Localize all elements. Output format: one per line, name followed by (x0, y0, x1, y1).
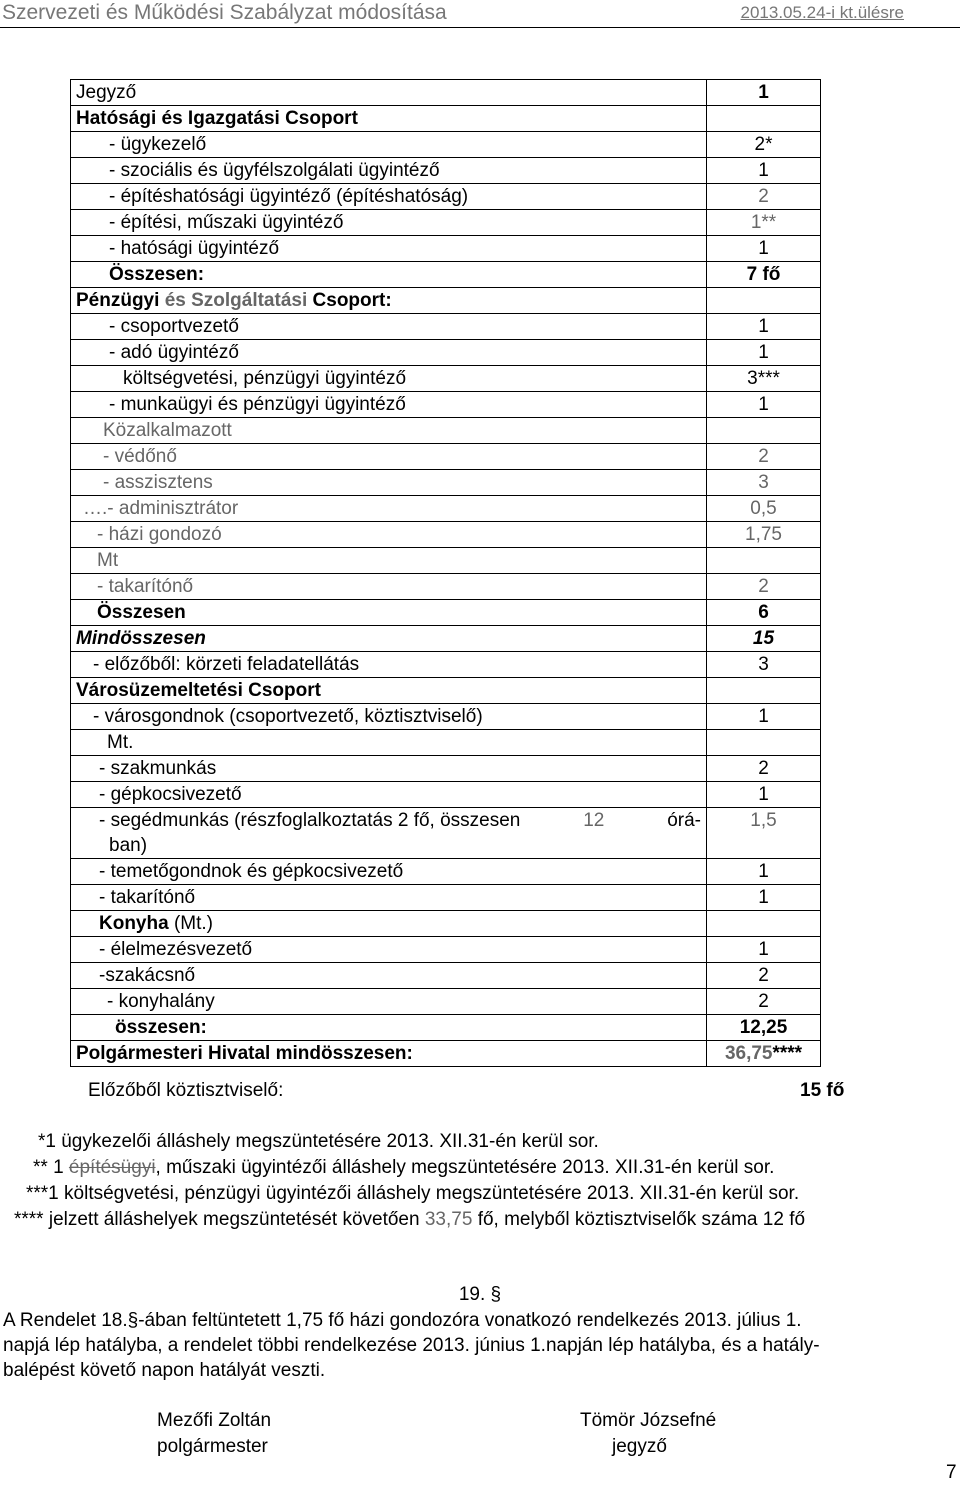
row-label-part: ban) (109, 835, 148, 856)
table-row (71, 626, 821, 652)
row-label: - munkaügyi és pénzügyi ügyintéző (71, 392, 707, 418)
row-label: - asszisztens (71, 470, 707, 496)
row-label: - adó ügyintéző (71, 340, 707, 366)
table-row (71, 782, 821, 808)
row-label-part: (Mt.) (173, 913, 214, 934)
row-value: 12,25 (707, 1015, 821, 1041)
row-value: 1 (707, 782, 821, 808)
table-row (71, 366, 821, 392)
row-value: 1 (707, 236, 821, 262)
row-value: 1,75 (707, 522, 821, 548)
footnote-number: 33,75 (424, 1209, 473, 1230)
footnote-part: fő, melyből köztisztviselők száma 12 fő (477, 1209, 806, 1230)
row-label: - hatósági ügyintéző (71, 236, 707, 262)
row-label: - temetőgondnok és gépkocsivezető (71, 859, 707, 885)
row-value: 1 (707, 704, 821, 730)
row-value: 1 (707, 937, 821, 963)
row-label: összesen: (71, 1015, 707, 1041)
row-value: 2 (707, 444, 821, 470)
row-label (71, 808, 707, 859)
row-label: Mt. (71, 730, 707, 756)
row-label-part: Pénzügyi (76, 290, 160, 311)
row-value (707, 678, 821, 704)
table-row (71, 548, 821, 574)
row-label-part: 12 (583, 810, 605, 831)
row-value: 3 (707, 652, 821, 678)
row-value: 3 (707, 470, 821, 496)
row-label: Városüzemeltetési Csoport (71, 678, 707, 704)
table-row (71, 678, 821, 704)
row-value: 1 (707, 80, 821, 106)
row-value: 1 (707, 314, 821, 340)
subtotal-value: 15 fő (800, 1080, 845, 1101)
row-value (707, 418, 821, 444)
row-value: 3*** (707, 366, 821, 392)
row-label: - városgondnok (csoportvezető, köztisztviselő) (71, 704, 707, 730)
row-value: 1 (707, 392, 821, 418)
row-label: - élelmezésvezető (71, 937, 707, 963)
row-label: Összesen (71, 600, 707, 626)
row-label: Mt (71, 548, 707, 574)
row-label: Polgármesteri Hivatal mindösszesen: (71, 1041, 707, 1067)
row-label: - építési, műszaki ügyintéző (71, 210, 707, 236)
staffing-table (70, 79, 821, 1067)
row-value: 2* (707, 132, 821, 158)
table-row (71, 184, 821, 210)
table-row (71, 288, 821, 314)
row-label: -szakácsnő (71, 963, 707, 989)
table-row (71, 418, 821, 444)
row-value-part: 36,75 (724, 1043, 773, 1064)
section-text-line-3: balépést követő napon hatályát veszti. (3, 1360, 326, 1381)
row-label: - építéshatósági ügyintéző (építéshatóság) (71, 184, 707, 210)
row-value: 0,5 (707, 496, 821, 522)
row-value: 1 (707, 885, 821, 911)
row-value: 1,5 (707, 808, 821, 859)
table-row (71, 704, 821, 730)
row-label: Hatósági és Igazgatási Csoport (71, 106, 707, 132)
row-value: 1 (707, 158, 821, 184)
section-text-line-1: A Rendelet 18.§-ában feltüntetett 1,75 fő házi gondozóra vonatkozó rendelkezés 2013. július 1. (3, 1310, 802, 1331)
row-label-part: Konyha (99, 913, 169, 934)
table-row (71, 522, 821, 548)
footnote-strikethrough: építésügyi (68, 1157, 156, 1178)
row-value: 6 (707, 600, 821, 626)
row-label: - szakmunkás (71, 756, 707, 782)
row-value: 1 (707, 859, 821, 885)
row-value (707, 1041, 821, 1067)
row-label-part: órá- (667, 810, 701, 831)
table-row (71, 937, 821, 963)
row-label-part: és Szolgáltatási (164, 290, 308, 311)
table-row (71, 262, 821, 288)
table-row (71, 314, 821, 340)
footnote-part: , műszaki ügyintézői álláshely megszüntetésére 2013. XII.31-én kerül sor. (155, 1157, 775, 1178)
table-row (71, 496, 821, 522)
row-label: - gépkocsivezető (71, 782, 707, 808)
row-label: ….- adminisztrátor (71, 496, 707, 522)
row-label: - csoportvezető (71, 314, 707, 340)
row-label: - védőnő (71, 444, 707, 470)
row-value: 2 (707, 184, 821, 210)
row-value: 2 (707, 963, 821, 989)
row-label: - házi gondozó (71, 522, 707, 548)
table-row (71, 158, 821, 184)
footnote-4 (14, 1209, 805, 1231)
table-row (71, 444, 821, 470)
table-row (71, 808, 821, 859)
footnote-part: ** 1 (33, 1157, 64, 1178)
table-row (71, 1041, 821, 1067)
row-label: - ügykezelő (71, 132, 707, 158)
footnote-2 (33, 1157, 774, 1179)
row-value: 2 (707, 574, 821, 600)
footnote-part: **** jelzett álláshelyek megszüntetését követően (14, 1209, 420, 1230)
table-row (71, 963, 821, 989)
row-label (71, 911, 707, 937)
row-value-part: **** (772, 1043, 803, 1064)
footnote-3: ***1 költségvetési, pénzügyi ügyintézői álláshely megszüntetésére 2013. XII.31-én kerül sor. (26, 1183, 800, 1204)
row-label (71, 288, 707, 314)
row-label: Összesen: (71, 262, 707, 288)
signature-right-name: Tömör Józsefné (580, 1410, 717, 1431)
row-value (707, 288, 821, 314)
row-value: 15 (707, 626, 821, 652)
table-row (71, 574, 821, 600)
table-row (71, 392, 821, 418)
table-row (71, 80, 821, 106)
row-label-part: - segédmunkás (részfoglalkoztatás 2 fő, összesen (99, 810, 521, 831)
signature-left-title: polgármester (157, 1436, 268, 1457)
page-header (0, 0, 960, 28)
row-label-line (99, 808, 701, 833)
table-row (71, 989, 821, 1015)
header-date: 2013.05.24-i kt.ülésre (740, 3, 904, 22)
section-number: 19. § (458, 1284, 502, 1305)
row-label: Mindösszesen (71, 626, 707, 652)
table-row (71, 600, 821, 626)
table-row (71, 210, 821, 236)
row-label: Közalkalmazott (71, 418, 707, 444)
page-number: 7 (946, 1462, 957, 1483)
row-label-part: Csoport: (312, 290, 392, 311)
table-row (71, 470, 821, 496)
row-value (707, 106, 821, 132)
signature-right-title: jegyző (612, 1436, 667, 1457)
footnote-1: *1 ügykezelői álláshely megszüntetésére 2013. XII.31-én kerül sor. (38, 1131, 599, 1152)
row-value (707, 730, 821, 756)
signature-left-name: Mezőfi Zoltán (157, 1410, 272, 1431)
table-row (71, 652, 821, 678)
table-row (71, 106, 821, 132)
row-label: költségvetési, pénzügyi ügyintéző (71, 366, 707, 392)
table-row (71, 1015, 821, 1041)
section-text-line-2: napjá lép hatályba, a rendelet többi rendelkezése 2013. június 1.napján lép hatályba, és a hatály- (3, 1335, 820, 1356)
row-value (707, 548, 821, 574)
row-value: 7 fő (707, 262, 821, 288)
row-label: Jegyző (71, 80, 707, 106)
row-label: - takarítónő (71, 885, 707, 911)
table-row (71, 236, 821, 262)
row-label: - konyhalány (71, 989, 707, 1015)
table-row (71, 730, 821, 756)
row-value: 2 (707, 756, 821, 782)
row-value (707, 911, 821, 937)
table-row (71, 885, 821, 911)
row-value: 1 (707, 340, 821, 366)
header-title: Szervezeti és Működési Szabályzat módosítása (2, 1, 447, 24)
table-row (71, 911, 821, 937)
table-row (71, 859, 821, 885)
row-label: - előzőből: körzeti feladatellátás (71, 652, 707, 678)
subtotal-label: Előzőből köztisztviselő: (88, 1080, 284, 1101)
table-row (71, 340, 821, 366)
table-row (71, 756, 821, 782)
row-label: - takarítónő (71, 574, 707, 600)
row-value: 2 (707, 989, 821, 1015)
row-value: 1** (707, 210, 821, 236)
row-label: - szociális és ügyfélszolgálati ügyintéző (71, 158, 707, 184)
table-row (71, 132, 821, 158)
